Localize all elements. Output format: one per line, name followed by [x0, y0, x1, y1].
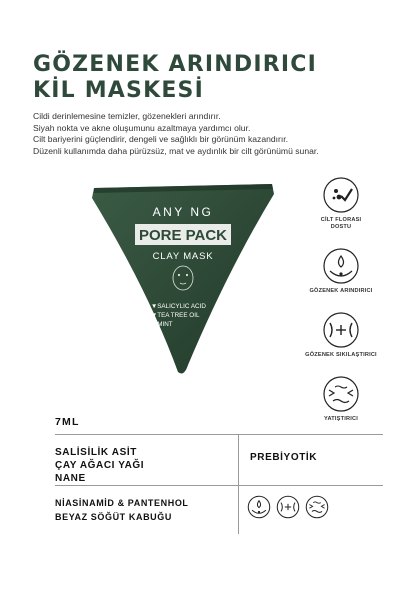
title-line-1: GÖZENEK ARINDIRICI — [33, 52, 317, 77]
product-name: PORE PACK — [138, 227, 228, 244]
description-line: Düzenli kullanımda daha pürüzsüz, mat ve aydınlık bir cilt görünümü sunar. — [33, 145, 319, 156]
product-description — [33, 111, 383, 157]
pore-tightening-icon — [322, 311, 360, 349]
benefit-item — [300, 311, 382, 359]
divider — [55, 434, 383, 435]
pouch-ingredient: ▼SALICYLIC ACID — [151, 303, 206, 310]
divider — [55, 485, 238, 486]
prebiotic-label: PREBİYOTİK — [250, 452, 318, 463]
benefit-label: DOSTU — [330, 224, 352, 230]
product-type: CLAY MASK — [152, 251, 214, 262]
ingredient-item: SALİSİLİK ASİT — [55, 447, 137, 458]
benefit-label: YATIŞTIRICI — [324, 416, 358, 422]
description-line: Cilt bariyerini güçlendirir, dengeli ve sağlıklı bir görünüm kazandırır. — [33, 134, 289, 144]
benefit-label: GÖZENEK SIKILAŞTIRICI — [305, 352, 377, 358]
description-line: Cildi derinlemesine temizler, gözenekleri arındırır. — [33, 111, 221, 121]
divider — [238, 485, 383, 486]
pouch-svg — [88, 180, 278, 380]
soothing-icon — [305, 495, 329, 519]
pore-tightening-icon — [276, 495, 300, 519]
skin-flora-icon — [322, 176, 360, 214]
ingredient-item: NANE — [55, 473, 86, 484]
product-pouch-image — [88, 180, 278, 380]
page-title — [33, 52, 317, 104]
ingredient-item: BEYAZ SÖĞÜT KABUĞU — [55, 512, 172, 522]
benefit-label: GÖZENEK ARINDIRICI — [309, 288, 373, 294]
description-line: Siyah nokta ve akne oluşumunu azaltmaya yardımcı olur. — [33, 122, 251, 133]
ingredient-item: NİASİNAMİD & PANTENHOL — [55, 498, 189, 508]
volume-row — [55, 412, 375, 430]
title-line-2: KİL MASKESİ — [33, 78, 204, 103]
ingredient-item: ÇAY AĞACI YAĞI — [55, 460, 145, 471]
benefits-list — [300, 176, 382, 439]
pouch-ingredient: ▼TEA TREE OIL — [151, 312, 200, 319]
brand-logo: ANY NG — [152, 205, 214, 219]
small-benefit-icons — [247, 495, 337, 521]
secondary-ingredients — [55, 496, 189, 524]
volume-label: 7ML — [55, 416, 80, 428]
pouch-ingredient: ▼MINT — [151, 321, 173, 328]
main-ingredients — [55, 446, 144, 485]
benefit-item — [300, 247, 382, 295]
pore-purifying-icon — [247, 495, 271, 519]
divider-vertical — [238, 434, 239, 534]
benefit-label: CİLT FLORASI — [320, 217, 362, 223]
pore-purifying-icon — [322, 247, 360, 285]
soothing-icon — [322, 375, 360, 413]
benefit-item — [300, 176, 382, 231]
